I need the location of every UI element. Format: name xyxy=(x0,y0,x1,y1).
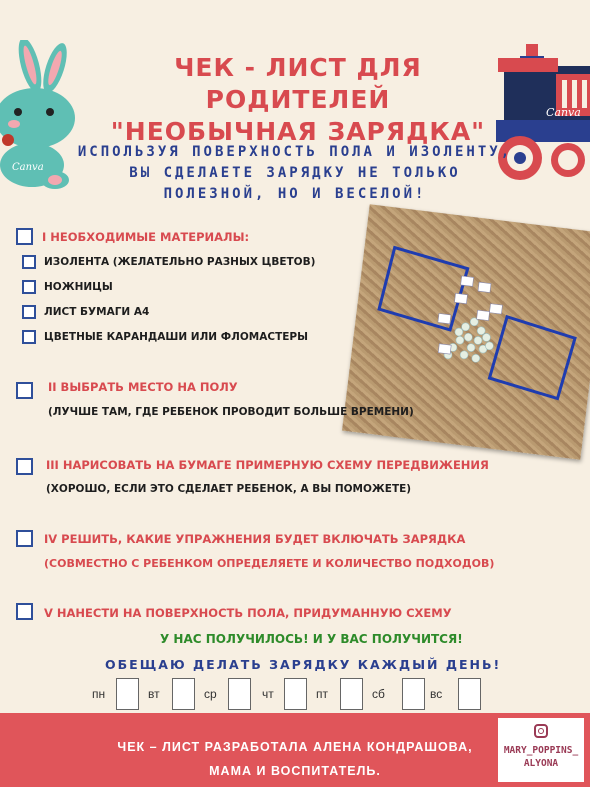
day-label: чт xyxy=(262,687,274,701)
step4-checkbox[interactable] xyxy=(16,530,33,547)
day-label: пт xyxy=(316,687,328,701)
day-checkbox[interactable] xyxy=(284,678,307,710)
step3-title: III НАРИСОВАТЬ НА БУМАГЕ ПРИМЕРНУЮ СХЕМУ ПЕРЕДВИЖЕНИЯ xyxy=(46,458,489,472)
footer-line-2: МАМА И ВОСПИТАТЕЛЬ. xyxy=(209,764,381,778)
step3-note: (ХОРОШО, ЕСЛИ ЭТО СДЕЛАЕТ РЕБЕНОК, А ВЫ ПОМОЖЕТЕ) xyxy=(46,483,412,495)
day-checkbox[interactable] xyxy=(340,678,363,710)
day-checkbox[interactable] xyxy=(172,678,195,710)
day-checkbox[interactable] xyxy=(228,678,251,710)
material-2-checkbox[interactable] xyxy=(22,280,36,294)
step3-checkbox[interactable] xyxy=(16,458,33,475)
instagram-icon xyxy=(534,724,548,738)
material-3-checkbox[interactable] xyxy=(22,305,36,319)
promise-text: ОБЕЩАЮ ДЕЛАТЬ ЗАРЯДКУ КАЖДЫЙ ДЕНЬ! xyxy=(105,657,502,672)
footer-line-1: ЧЕК – ЛИСТ РАЗРАБОТАЛА АЛЕНА КОНДРАШОВА, xyxy=(117,740,473,754)
instagram-handle xyxy=(498,744,584,770)
day-checkbox[interactable] xyxy=(116,678,139,710)
intro-line-3: ПОЛЕЗНОЙ, НО И ВЕСЕЛОЙ! xyxy=(163,186,427,202)
intro-line-2: ВЫ СДЕЛАЕТЕ ЗАРЯДКУ НЕ ТОЛЬКО xyxy=(129,165,461,181)
page-title xyxy=(78,52,518,148)
success-text: У НАС ПОЛУЧИЛОСЬ! И У ВАС ПОЛУЧИТСЯ! xyxy=(160,632,463,646)
day-label: ср xyxy=(204,687,217,701)
canva-watermark-right: Canva xyxy=(546,106,581,119)
day-label: сб xyxy=(372,687,385,701)
material-1-checkbox[interactable] xyxy=(22,255,36,269)
step2-checkbox[interactable] xyxy=(16,382,33,399)
canva-watermark-left: Canva xyxy=(12,162,44,173)
title-line-1: ЧЕК - ЛИСТ ДЛЯ РОДИТЕЛЕЙ xyxy=(174,53,422,114)
material-1-label: ИЗОЛЕНТА (ЖЕЛАТЕЛЬНО РАЗНЫХ ЦВЕТОВ) xyxy=(44,256,316,268)
step1-checkbox[interactable] xyxy=(16,228,33,245)
step4-note: (СОВМЕСТНО С РЕБЕНКОМ ОПРЕДЕЛЯЕТЕ И КОЛИЧЕСТВО ПОДХОДОВ) xyxy=(44,557,495,570)
intro-line-1: ИСПОЛЬЗУЯ ПОВЕРХНОСТЬ ПОЛА И ИЗОЛЕНТУ, xyxy=(77,144,513,160)
step2-note: (ЛУЧШЕ ТАМ, ГДЕ РЕБЕНОК ПРОВОДИТ БОЛЬШЕ ВРЕМЕНИ) xyxy=(48,406,414,418)
day-checkbox[interactable] xyxy=(402,678,425,710)
step1-title: I НЕОБХОДИМЫЕ МАТЕРИАЛЫ: xyxy=(42,230,250,244)
material-4-checkbox[interactable] xyxy=(22,330,36,344)
title-line-2: "НЕОБЫЧНАЯ ЗАРЯДКА" xyxy=(110,117,486,146)
day-label: вт xyxy=(148,687,160,701)
material-2-label: НОЖНИЦЫ xyxy=(44,281,113,293)
step5-title: V НАНЕСТИ НА ПОВЕРХНОСТЬ ПОЛА, ПРИДУМАННУЮ СХЕМУ xyxy=(44,606,452,620)
day-checkbox[interactable] xyxy=(458,678,481,710)
day-label: пн xyxy=(92,687,106,701)
step2-title: II ВЫБРАТЬ МЕСТО НА ПОЛУ xyxy=(48,380,238,394)
instagram-handle-line-1: MARY_POPPINS_ xyxy=(503,745,579,756)
instagram-handle-line-2: ALYONA xyxy=(523,758,559,769)
step5-checkbox[interactable] xyxy=(16,603,33,620)
floor-photo xyxy=(342,204,590,460)
intro-text xyxy=(60,142,530,205)
material-3-label: ЛИСТ БУМАГИ А4 xyxy=(44,306,150,318)
day-label: вс xyxy=(430,687,443,701)
instagram-badge[interactable] xyxy=(498,718,584,782)
material-4-label: ЦВЕТНЫЕ КАРАНДАШИ ИЛИ ФЛОМАСТЕРЫ xyxy=(44,331,308,343)
footer-credit xyxy=(100,735,490,783)
step4-title: IV РЕШИТЬ, КАКИЕ УПРАЖНЕНИЯ БУДЕТ ВКЛЮЧАТЬ ЗАРЯДКА xyxy=(44,532,466,546)
